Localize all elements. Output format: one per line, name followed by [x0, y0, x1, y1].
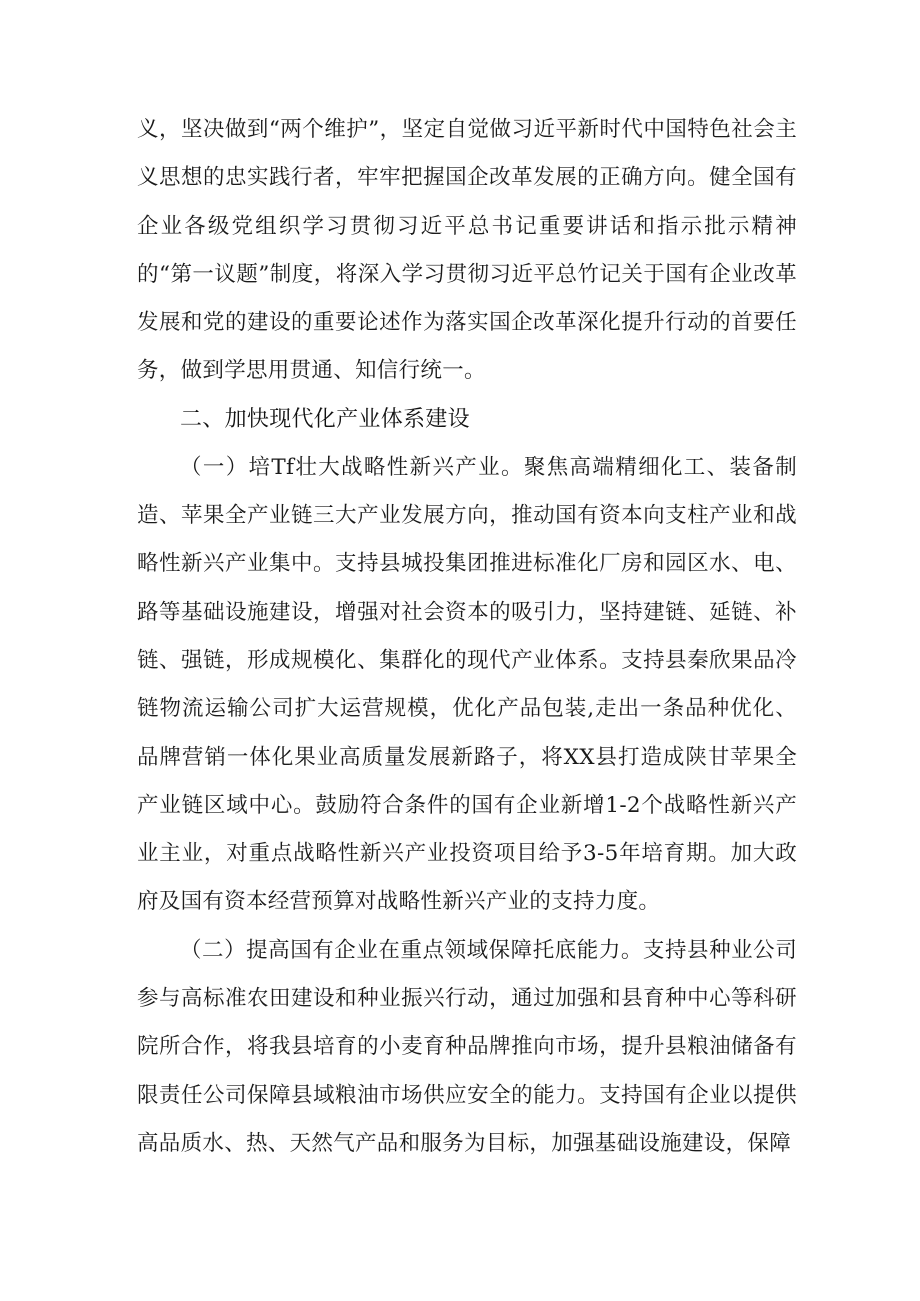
paragraph-strategic-industries: （一）培Tf壮大战略性新兴产业。聚焦高端精细化工、装备制造、苹果全产业链三大产业发展方向，推动国有资本向支柱产业和战略性新兴产业集中。支持县城投集团推进标准化厂房和园区水、电、路等基础设施建设，增强对社会资本的吸引力，坚持建链、延链、补链、强链，形成规模化、集群化的现代产业体系。支持县秦欣果品冷链物流运输公司扩大运营规模，优化产品包装,走出一条品种优化、品牌营销一体化果业高质量发展新路子，将XX县打造成陕甘苹果全产业链区域中心。鼓励符合条件的国有企业新增1-2个战略性新兴产业主业，对重点战略性新兴产业投资项目给予3-5年培育期。加大政府及国有资本经营预算对战略性新兴产业的支持力度。 — [137, 454, 797, 915]
paragraph-continuation: 义，坚决做到“两个维护”，坚定自觉做习近平新时代中国特色社会主义思想的忠实践行者，牢牢把握国企改革发展的正确方向。健全国有企业各级党组织学习贯彻习近平总书记重要讲话和指示批示精神的“第一议题”制度，将深入学习贯彻习近平总竹记关于国有企业改革发展和党的建设的重要论述作为落实国企改革深化提升行动的首要任务，做到学思用贯通、知信行统一。 — [137, 117, 797, 384]
section-heading: 二、加快现代化产业体系建设 — [180, 406, 470, 432]
paragraph-key-sectors: （二）提高国有企业在重点领域保障托底能力。支持县种业公司参与高标准农田建设和种业振兴行动，通过加强和县育种中心等科研院所合作，将我县培育的小麦育种品牌推向市场，提升县粮油储备有限责任公司保障县域粮油市场供应安全的能力。支持国有企业以提供高品质水、热、天然气产品和服务为目标，加强基础设施建设，保障 — [137, 937, 797, 1156]
document-body — [137, 106, 797, 1168]
